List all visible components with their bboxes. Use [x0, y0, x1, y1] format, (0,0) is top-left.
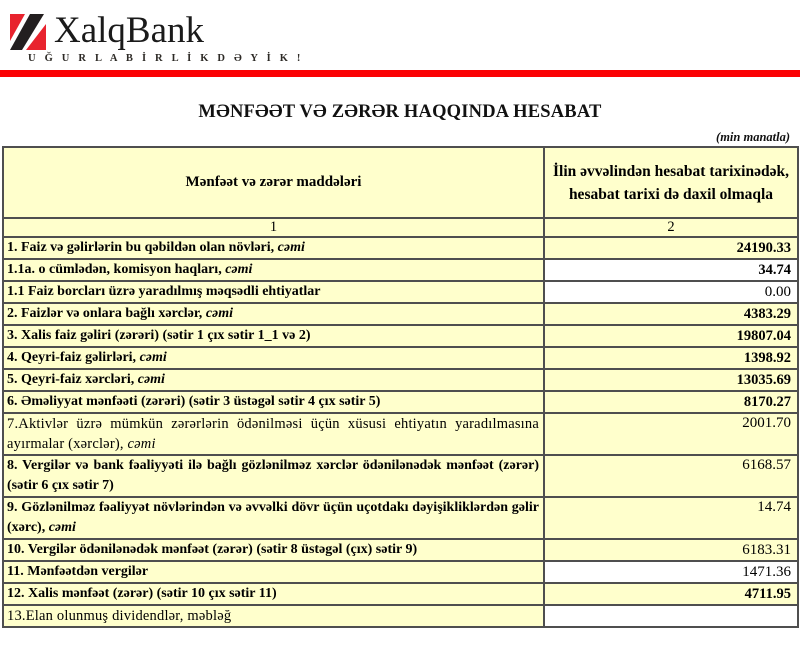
row-value-cell — [544, 281, 798, 303]
row-label-cell — [3, 583, 544, 605]
table-row — [3, 561, 798, 583]
table-row — [3, 281, 798, 303]
row-label: 6. Əməliyyat mənfəəti (zərəri) (sətir 3 üstəgəl sətir 4 çıx sətir 5) — [7, 394, 381, 409]
row-label: 10. Vergilər ödənilənədək mənfəət (zərər) (sətir 8 üstəgəl (çıx) sətir 9) — [7, 542, 418, 557]
row-label-cell — [3, 303, 544, 325]
row-label: 1. Faiz və gəlirlərin bu qəbildən olan növləri, — [7, 240, 278, 255]
row-label-cell — [3, 497, 544, 539]
table-row — [3, 347, 798, 369]
row-label-cell — [3, 259, 544, 281]
table-row — [3, 539, 798, 561]
table-row — [3, 497, 798, 539]
table-row — [3, 259, 798, 281]
row-label: 13.Elan olunmuş dividendlər, məbləğ — [7, 608, 232, 624]
row-value: 24190.33 — [736, 239, 791, 256]
row-label-cell — [3, 325, 544, 347]
table-row — [3, 455, 798, 497]
brand-header — [0, 0, 800, 64]
row-value: 6168.57 — [742, 457, 791, 473]
table-row — [3, 369, 798, 391]
red-divider-bar — [0, 70, 800, 77]
table-row — [3, 325, 798, 347]
row-label-italic: cəmi — [127, 436, 156, 452]
row-value-cell — [544, 583, 798, 605]
column-number-row — [3, 218, 798, 237]
row-label-cell — [3, 605, 544, 627]
row-label-cell — [3, 413, 544, 455]
row-label-cell — [3, 369, 544, 391]
row-label: 3. Xalis faiz gəliri (zərəri) (sətir 1 çıx sətir 1_1 və 2) — [7, 328, 311, 343]
table-row — [3, 413, 798, 455]
row-value: 4711.95 — [744, 585, 791, 602]
row-label-cell — [3, 455, 544, 497]
row-label: 11. Mənfəətdən vergilər — [7, 564, 149, 579]
row-value-cell — [544, 325, 798, 347]
row-value-cell — [544, 455, 798, 497]
row-value-cell — [544, 605, 798, 627]
table-row — [3, 237, 798, 259]
table-row — [3, 605, 798, 627]
row-value: 8170.27 — [743, 393, 791, 410]
row-value: 1398.92 — [743, 349, 791, 366]
page-title: MƏNFƏƏT VƏ ZƏRƏR HAQQINDA HESABAT — [198, 102, 602, 122]
table-row — [3, 303, 798, 325]
row-label-italic: cəmi — [139, 350, 167, 365]
row-value-cell — [544, 347, 798, 369]
table-header-row — [3, 147, 798, 218]
row-value: 34.74 — [758, 261, 791, 278]
brand-name: XalqBank — [54, 10, 205, 51]
row-label-cell — [3, 539, 544, 561]
row-label-italic: cəmi — [137, 372, 165, 387]
row-value-cell — [544, 413, 798, 455]
row-label-cell — [3, 347, 544, 369]
row-value-cell — [544, 303, 798, 325]
row-value: 13035.69 — [736, 371, 791, 388]
row-value-cell — [544, 497, 798, 539]
row-value-cell — [544, 259, 798, 281]
row-label: 7.Aktivlər üzrə mümkün zərərlərin ödənilməsi üçün xüsusi ehtiyatın yaradılmasına ayırmalar (xərclər), — [7, 416, 539, 452]
row-label-cell — [3, 561, 544, 583]
row-label-italic: cəmi — [205, 306, 234, 321]
column-header-items: Mənfəət və zərər maddələri — [3, 147, 544, 218]
row-label: 1.1a. o cümlədən, komisyon haqları, — [7, 262, 226, 277]
brand-slogan: U Ğ U R L A B İ R L İ K D Ə Y İ K ! — [28, 53, 304, 64]
row-label: 1.1 Faiz borcları üzrə yaradılmış məqsədli ehtiyatlar — [7, 284, 321, 299]
row-value: 4383.29 — [743, 305, 791, 322]
table-row — [3, 583, 798, 605]
row-value-cell — [544, 369, 798, 391]
row-label-cell — [3, 237, 544, 259]
row-label-cell — [3, 391, 544, 413]
table-row — [3, 391, 798, 413]
row-label: 9. Gözlənilməz fəaliyyət növlərindən və əvvəlki dövr üçün uçotdakı dəyişikliklərdən gəlir (xərc), — [7, 500, 539, 535]
row-value: 2001.70 — [742, 415, 791, 431]
profit-loss-table — [2, 146, 799, 628]
row-label: 8. Vergilər və bank fəaliyyəti ilə bağlı gözlənilməz xərclər ödənilənədək mənfəət (zərər) (sətir 6 çıx sətir 7) — [7, 458, 539, 493]
row-value: 1471.36 — [742, 563, 791, 580]
column-number-1: 1 — [3, 218, 544, 237]
unit-note: (min manatla) — [716, 130, 790, 144]
row-value-cell — [544, 539, 798, 561]
row-value: 14.74 — [757, 499, 791, 515]
row-label-cell — [3, 281, 544, 303]
row-value: 0.00 — [764, 283, 791, 300]
row-value-cell — [544, 391, 798, 413]
row-value: 6183.31 — [742, 541, 791, 558]
row-label-italic: cəmi — [277, 240, 305, 255]
row-label: 5. Qeyri-faiz xərcləri, — [7, 372, 138, 387]
row-label: 12. Xalis mənfəət (zərər) (sətir 10 çıx sətir 11) — [7, 586, 277, 601]
column-header-period: İlin əvvəlindən hesabat tarixinədək, hesabat tarixi də daxil olmaqla — [544, 147, 798, 218]
row-value-cell — [544, 237, 798, 259]
column-number-2: 2 — [544, 218, 798, 237]
row-value: 19807.04 — [736, 327, 791, 344]
row-value-cell — [544, 561, 798, 583]
row-label-italic: cəmi — [225, 262, 253, 277]
xalqbank-logo-icon — [10, 14, 46, 50]
row-label-italic: cəmi — [48, 520, 76, 535]
row-label: 4. Qeyri-faiz gəlirləri, — [7, 350, 140, 365]
row-label: 2. Faizlər və onlara bağlı xərclər, — [7, 306, 206, 321]
